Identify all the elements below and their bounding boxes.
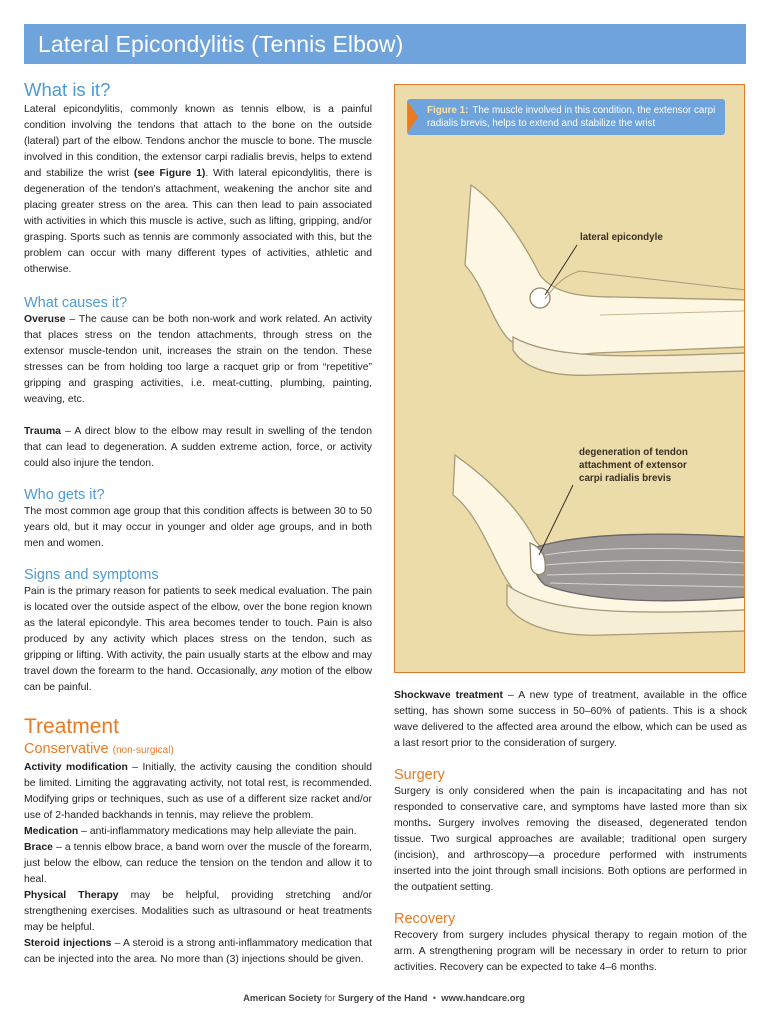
surgery-heading: Surgery [394,767,445,783]
website-link[interactable]: www.handcare.org [441,992,525,1003]
causes-heading: What causes it? [24,295,128,311]
activity-text: Activity modification – Initially, the activity causing the condition should be limited. Limiting the aggravating activity, not total rest, is recommended. Modifying grips or techniques, such as use of a different size racket and/or use of 2-handed backhands in tennis, may relieve the problem. [24,762,373,821]
label-lateral-epicondyle: lateral epicondyle [580,232,663,243]
pt-text: Physical Therapy may be helpful, providing stretching and/or strengthening exercises. Modalities such as ultrasound or heat treatments may be helpful. [24,890,372,933]
who-text: The most common age group that this condition affects is between 30 to 50 years old, but it may occur in younger and older age groups, and in both men and women. [24,506,372,549]
brace-text: Brace – a tennis elbow brace, a band worn over the muscle of the forearm, just below the elbow, can reduce the tension on the tendon and allow it to heal. [24,842,372,885]
signs-heading: Signs and symptoms [24,567,159,583]
left-column [24,78,372,968]
shockwave-text: Shockwave treatment – A new type of treatment, available in the office setting, has shown some success in 50–60% of patients. This is a shock wave delivered to the affected area around the elbow, which can be used as a last resort prior to the consideration of surgery. [394,690,747,749]
surgery-text: Surgery is only considered when the pain is incapacitating and has not responded to conservative care, and symptoms have lasted more than six months. Surgery involves removing the diseased, degenerated tendon tissue. Two surgical approaches are available; traditional open surgery (incision), and arthroscopy—a procedure performed with instruments inserted into the joint through small incisions. Both options are performed in the outpatient setting. [394,786,747,893]
overuse-text: Overuse – The cause can be both non-work and work related. An activity that places stress on the tendon attachments, through stress on the extensor muscle-tendon unit, increases the strain on the tendon. These stresses can be from holding too large a racquet grip or from “repetitive” gripping and grasping activities, i.e. meat-cutting, plumbing, painting, weaving, etc. [24,314,372,405]
who-heading: Who gets it? [24,487,105,503]
page-title: Lateral Epicondylitis (Tennis Elbow) [38,31,404,57]
what-is-it-heading: What is it? [24,79,111,100]
recovery-heading: Recovery [394,911,456,927]
figure-caption: Figure 1: The muscle involved in this condition, the extensor carpi radialis brevis, helps to extend and stabilize the wrist [427,105,716,129]
elbow-illustration [395,85,745,673]
what-is-it-text: Lateral epicondylitis, commonly known as tennis elbow, is a painful condition involving the tendons that attach to the bone on the outside (lateral) part of the elbow. Tendons anchor the muscle to bone. The muscle involved in this condition, the extensor carpi radialis brevis, helps to extend and stabilize the wrist (see Figure 1). With lateral epicondylitis, there is degeneration of the tendon’s attachment, weakening the anchor site and placing greater stress on the area. This can then lead to pain associated with activities in which this muscle is active, such as lifting, gripping, and/or grasping. Sports such as tennis are commonly associated with this, but the problem can occur with many different types of activities, athletic and otherwise. [24,104,372,275]
figure-1 [394,84,745,673]
signs-text: Pain is the primary reason for patients to seek medical evaluation. The pain is located over the outside aspect of the elbow, over the bone region known as the lateral epicondyle. This area becomes tender to touch. Pain is also produced by any activity which places stress on the tendon, such as gripping or lifting. With activity, the pain usually starts at the elbow and may travel down the forearm to the hand. Occasionally, any motion of the elbow can be painful. [24,586,372,693]
steroid-text: Steroid injections – A steroid is a strong anti-inflammatory medication that can be injected into the area. No more than (3) injections should be given. [24,938,372,965]
elbow-top-illustration [465,185,745,375]
label-degeneration-1: degeneration of tendon [579,447,688,458]
label-degeneration-2: attachment of extensor [579,460,687,471]
label-degeneration-3: carpi radialis brevis [579,473,672,484]
title-bar [24,24,746,64]
pointer-line-top [545,245,577,295]
medication-text: Medication – anti-inflammatory medications may help alleviate the pain. [24,826,357,837]
treatment-heading: Treatment [24,715,119,738]
footer: American Society for Surgery of the Hand • www.handcare.org [243,992,525,1003]
conservative-heading: Conservative (non-surgical) [24,741,174,757]
recovery-text: Recovery from surgery includes physical therapy to regain motion of the arm. A strengthening program will be necessary in order to return to prior activities. Recovery can be expected to take 4–6 months. [394,930,747,973]
trauma-text: Trauma – A direct blow to the elbow may result in swelling of the tendon that can lead to degeneration. A sudden extreme action, force, or activity could also injure the tendon. [24,426,372,469]
right-column-bottom [394,688,747,976]
